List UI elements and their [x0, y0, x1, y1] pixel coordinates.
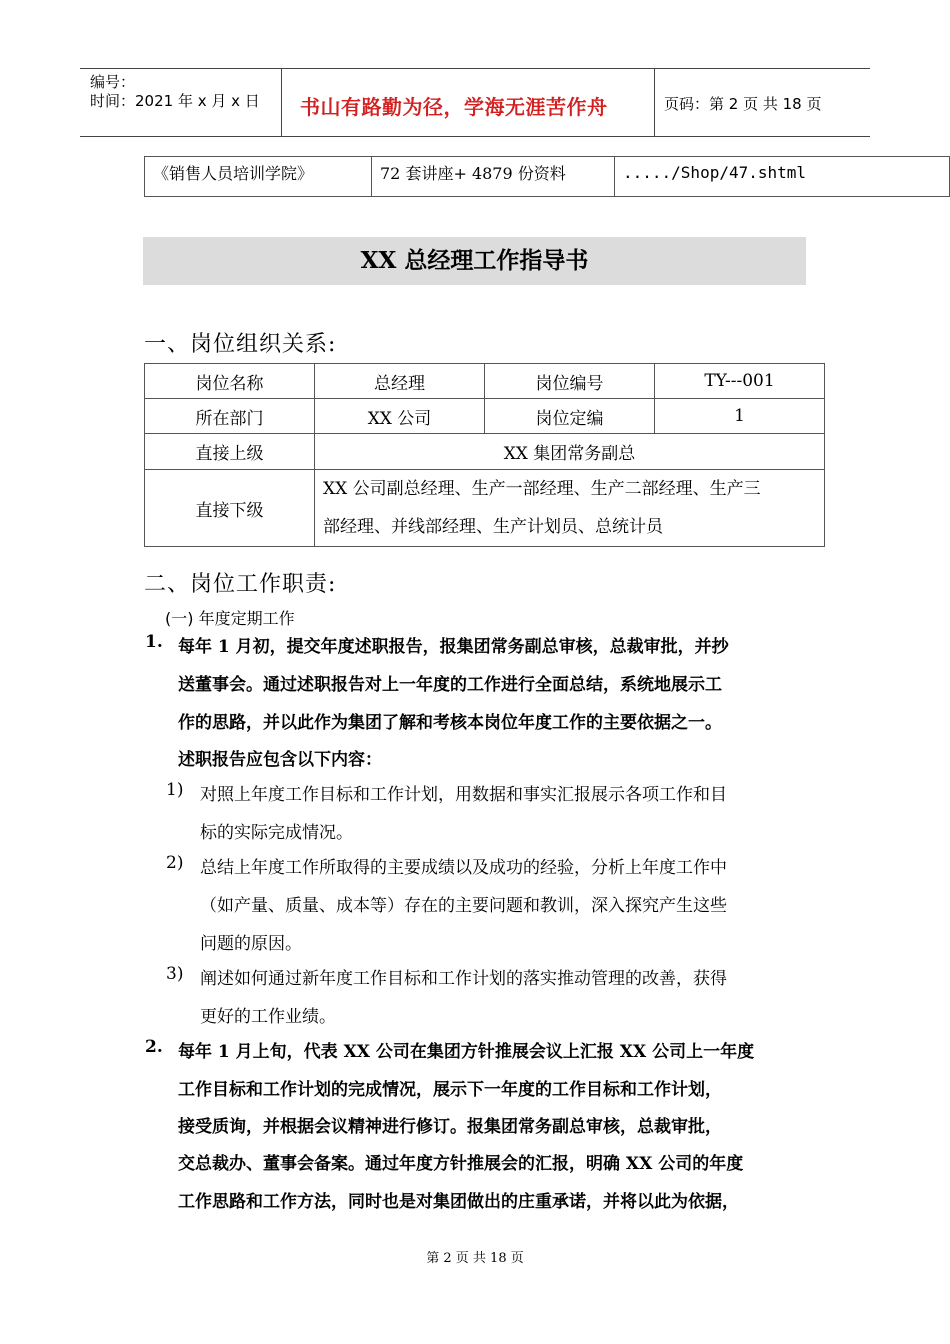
- subsection-heading-annual: (一) 年度定期工作: [165, 609, 295, 628]
- header-divider-right: [654, 69, 655, 136]
- cell-department: XX 公司: [315, 399, 485, 434]
- cell-subordinates: [315, 470, 825, 547]
- section-heading-organization: 一、岗位组织关系:: [144, 332, 337, 357]
- header-motto: 书山有路勤为径，学海无涯苦作舟: [300, 95, 608, 119]
- table-row: [145, 470, 825, 547]
- item1-line: 每年 1 月初，提交年度述职报告，报集团常务副总审核，总裁审批，并抄: [178, 637, 729, 657]
- subitem-number: 3): [166, 964, 184, 984]
- cell-superior-label: 直接上级: [145, 434, 315, 470]
- position-table: [144, 363, 825, 547]
- item-number: 1.: [145, 632, 163, 652]
- subitem-number: 1): [166, 780, 184, 800]
- subordinates-line-2: 部经理、并线部经理、生产计划员、总统计员: [323, 517, 663, 537]
- item1-line: 述职报告应包含以下内容：: [178, 750, 382, 770]
- table-row: [145, 399, 825, 434]
- subitem3-line: 更好的工作业绩。: [200, 1007, 336, 1027]
- header-divider-left: [281, 69, 282, 136]
- cell-superior: XX 集团常务副总: [315, 434, 825, 470]
- item2-line: 工作目标和工作计划的完成情况，展示下一年度的工作目标和工作计划，: [178, 1080, 722, 1100]
- header-page-info: 页码：第 2 页 共 18 页: [664, 95, 822, 113]
- cell-position-name: 总经理: [315, 364, 485, 399]
- resource-info-table: [144, 156, 950, 197]
- item1-line: 作的思路，并以此作为集团了解和考核本岗位年度工作的主要依据之一。: [178, 713, 722, 733]
- section-heading-duties: 二、岗位工作职责:: [144, 572, 337, 597]
- header-time-label: 时间：2021 年 x 月 x 日: [90, 92, 260, 110]
- resource-info-count: 72 套讲座+ 4879 份资料: [372, 157, 615, 197]
- item2-line: 每年 1 月上旬，代表 XX 公司在集团方针推展会议上汇报 XX 公司上一年度: [178, 1042, 755, 1062]
- subitem2-line: 问题的原因。: [200, 934, 302, 954]
- cell-department-label: 所在部门: [145, 399, 315, 434]
- header-number-label: 编号：: [90, 73, 136, 91]
- item2-line: 接受质询，并根据会议精神进行修订。报集团常务副总审核，总裁审批，: [178, 1117, 722, 1137]
- cell-headcount: 1: [655, 399, 825, 434]
- table-row: [145, 434, 825, 470]
- item-number: 2.: [145, 1037, 163, 1057]
- header-top-rule: [80, 68, 870, 69]
- cell-position-name-label: 岗位名称: [145, 364, 315, 399]
- item1-line: 送董事会。通过述职报告对上一年度的工作进行全面总结，系统地展示工: [178, 675, 722, 695]
- item2-line: 工作思路和工作方法，同时也是对集团做出的庄重承诺，并将以此为依据，: [178, 1192, 739, 1212]
- resource-info-school: 《销售人员培训学院》: [145, 157, 372, 197]
- cell-headcount-label: 岗位定编: [485, 399, 655, 434]
- cell-subordinates-label: 直接下级: [145, 470, 315, 547]
- subitem1-line: 标的实际完成情况。: [200, 823, 353, 843]
- subitem-number: 2): [166, 853, 184, 873]
- subitem1-line: 对照上年度工作目标和工作计划，用数据和事实汇报展示各项工作和目: [200, 785, 727, 805]
- subitem2-line: （如产量、质量、成本等）存在的主要问题和教训，深入探究产生这些: [200, 896, 727, 916]
- cell-position-code: TY---001: [655, 364, 825, 399]
- cell-position-code-label: 岗位编号: [485, 364, 655, 399]
- table-row: [145, 364, 825, 399]
- item2-line: 交总裁办、董事会备案。通过年度方针推展会的汇报，明确 XX 公司的年度: [178, 1154, 744, 1174]
- resource-info-row: [145, 157, 950, 197]
- subitem3-line: 阐述如何通过新年度工作目标和工作计划的落实推动管理的改善，获得: [200, 969, 727, 989]
- document-title: XX 总经理工作指导书: [143, 237, 806, 285]
- header-bottom-rule: [80, 136, 870, 137]
- resource-info-link[interactable]: ...../Shop/47.shtml: [615, 157, 950, 197]
- subitem2-line: 总结上年度工作所取得的主要成绩以及成功的经验，分析上年度工作中: [200, 858, 727, 878]
- page-footer: 第 2 页 共 18 页: [426, 1251, 524, 1266]
- subordinates-line-1: XX 公司副总经理、生产一部经理、生产二部经理、生产三: [323, 479, 761, 499]
